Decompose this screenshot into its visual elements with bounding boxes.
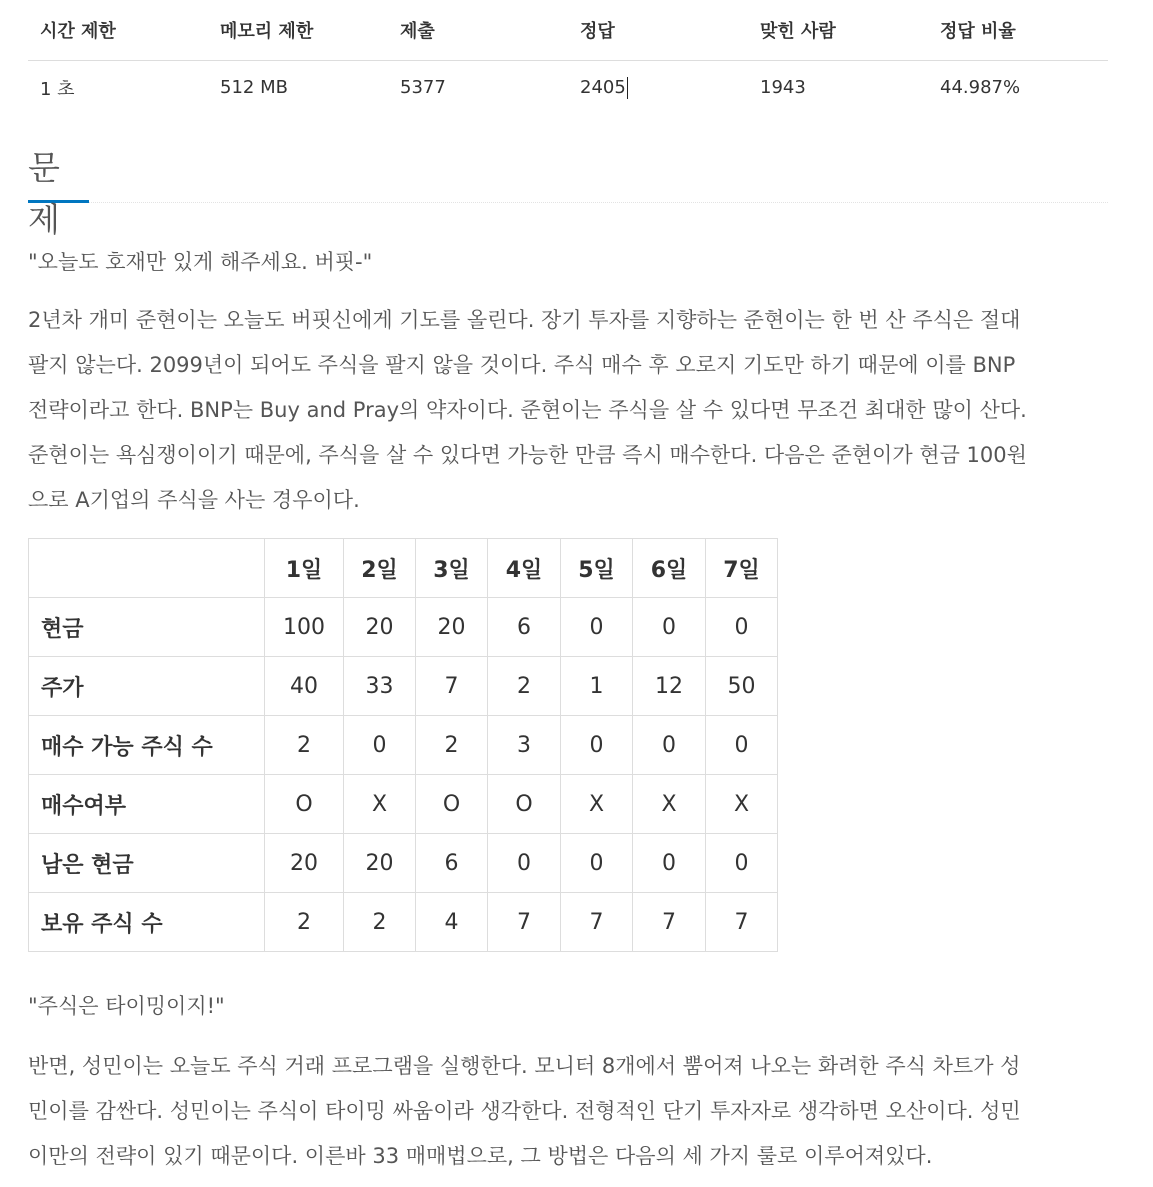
- description-line: 2년차 개미 준현이는 오늘도 버핏신에게 기도를 올린다. 장기 투자를 지향하는 준현이는 한 번 산 주식은 절대: [28, 308, 1021, 332]
- text-cursor: [627, 77, 628, 99]
- example-header-day: 6일: [633, 539, 706, 598]
- example-header-day: 2일: [344, 539, 416, 598]
- description-paragraph-2: [28, 1044, 1108, 1179]
- table-cell: 2: [265, 716, 344, 775]
- stats-header-ratio: 정답 비율: [928, 0, 1108, 61]
- table-cell: 0: [561, 598, 633, 657]
- table-cell: 0: [633, 598, 706, 657]
- problem-section-header: [28, 142, 1108, 239]
- table-cell: 33: [344, 657, 416, 716]
- description-line: 으로 A기업의 주식을 사는 경우이다.: [28, 488, 360, 512]
- table-cell: 0: [488, 834, 561, 893]
- stats-value-submissions: 5377: [400, 77, 446, 98]
- row-label-price: 주가: [29, 657, 265, 716]
- table-cell: O: [265, 775, 344, 834]
- example-header-day: 1일: [265, 539, 344, 598]
- stats-header-solvers: 맞힌 사람: [748, 0, 928, 61]
- table-cell: 50: [706, 657, 778, 716]
- table-cell: 20: [344, 834, 416, 893]
- table-cell: 7: [416, 657, 488, 716]
- problem-section-title: 문제: [28, 142, 89, 203]
- stats-value-ratio: 44.987%: [940, 77, 1021, 98]
- example-header-day: 5일: [561, 539, 633, 598]
- row-label-cash: 현금: [29, 598, 265, 657]
- example-header-row: [29, 539, 778, 598]
- example-header-day: 3일: [416, 539, 488, 598]
- row-label-remaining-cash: 남은 현금: [29, 834, 265, 893]
- table-cell: 0: [706, 834, 778, 893]
- table-cell: 100: [265, 598, 344, 657]
- table-cell: 2: [265, 893, 344, 952]
- row-label-buyable-count: 매수 가능 주식 수: [29, 716, 265, 775]
- row-label-bought: 매수여부: [29, 775, 265, 834]
- table-cell: X: [344, 775, 416, 834]
- description-line: 전략이라고 한다. BNP는 Buy and Pray의 약자이다. 준현이는 주식을 살 수 있다면 무조건 최대한 많이 산다.: [28, 398, 1027, 422]
- table-row: [29, 834, 778, 893]
- stats-value-time-limit: 1 초: [40, 78, 75, 100]
- description-line: 이만의 전략이 있기 때문이다. 이른바 33 매매법으로, 그 방법은 다음의 세 가지 룰로 이루어져있다.: [28, 1144, 933, 1168]
- table-cell: 1: [561, 657, 633, 716]
- stats-value-accepted-cell: [568, 61, 748, 115]
- row-label-held-shares: 보유 주식 수: [29, 893, 265, 952]
- table-cell: 4: [416, 893, 488, 952]
- table-cell: X: [633, 775, 706, 834]
- table-row: [29, 598, 778, 657]
- table-cell: O: [488, 775, 561, 834]
- description-line: 팔지 않는다. 2099년이 되어도 주식을 팔지 않을 것이다. 주식 매수 후 오로지 기도만 하기 때문에 이를 BNP: [28, 353, 1016, 377]
- description-paragraph-1: [28, 298, 1108, 523]
- stats-value-solvers: 1943: [760, 77, 806, 98]
- quote-paragraph-2: "주식은 타이밍이지!": [28, 994, 225, 1018]
- table-cell: 0: [706, 598, 778, 657]
- description-line: 준현이는 욕심쟁이이기 때문에, 주식을 살 수 있다면 가능한 만큼 즉시 매수한다. 다음은 준현이가 현금 100원: [28, 443, 1027, 467]
- example-stock-table: [28, 538, 778, 952]
- example-header-day: 7일: [706, 539, 778, 598]
- table-cell: 0: [561, 716, 633, 775]
- description-line: 민이를 감싼다. 성민이는 주식이 타이밍 싸움이라 생각한다. 전형적인 단기 투자자로 생각하면 오산이다. 성민: [28, 1099, 1021, 1123]
- stats-header-row: [28, 0, 1108, 61]
- table-cell: 0: [633, 834, 706, 893]
- table-row: [29, 775, 778, 834]
- example-header-corner: [29, 539, 265, 598]
- table-cell: X: [706, 775, 778, 834]
- table-cell: 7: [561, 893, 633, 952]
- table-cell: 7: [706, 893, 778, 952]
- table-cell: 2: [416, 716, 488, 775]
- problem-stats-table: [28, 0, 1108, 114]
- stats-value-row: [28, 61, 1108, 115]
- table-cell: 0: [344, 716, 416, 775]
- table-cell: 0: [633, 716, 706, 775]
- example-header-day: 4일: [488, 539, 561, 598]
- table-row: [29, 716, 778, 775]
- table-cell: X: [561, 775, 633, 834]
- table-cell: 2: [344, 893, 416, 952]
- table-cell: O: [416, 775, 488, 834]
- problem-page: [28, 0, 1108, 1168]
- stats-value-accepted: 2405: [580, 76, 626, 98]
- table-row: [29, 657, 778, 716]
- quote-paragraph-1: "오늘도 호재만 있게 해주세요. 버핏-": [28, 250, 373, 274]
- table-cell: 20: [416, 598, 488, 657]
- table-cell: 6: [488, 598, 561, 657]
- stats-header-accepted: 정답: [568, 0, 748, 61]
- table-cell: 2: [488, 657, 561, 716]
- table-row: [29, 893, 778, 952]
- table-cell: 7: [488, 893, 561, 952]
- stats-value-memory-limit: 512 MB: [220, 77, 288, 98]
- table-cell: 12: [633, 657, 706, 716]
- table-cell: 0: [561, 834, 633, 893]
- stats-header-memory-limit: 메모리 제한: [208, 0, 388, 61]
- table-cell: 40: [265, 657, 344, 716]
- table-cell: 20: [344, 598, 416, 657]
- stats-header-time-limit: 시간 제한: [28, 0, 208, 61]
- stats-header-submissions: 제출: [388, 0, 568, 61]
- description-line: 반면, 성민이는 오늘도 주식 거래 프로그램을 실행한다. 모니터 8개에서 뿜어져 나오는 화려한 주식 차트가 성: [28, 1054, 1021, 1078]
- table-cell: 20: [265, 834, 344, 893]
- table-cell: 7: [633, 893, 706, 952]
- table-cell: 0: [706, 716, 778, 775]
- table-cell: 3: [488, 716, 561, 775]
- table-cell: 6: [416, 834, 488, 893]
